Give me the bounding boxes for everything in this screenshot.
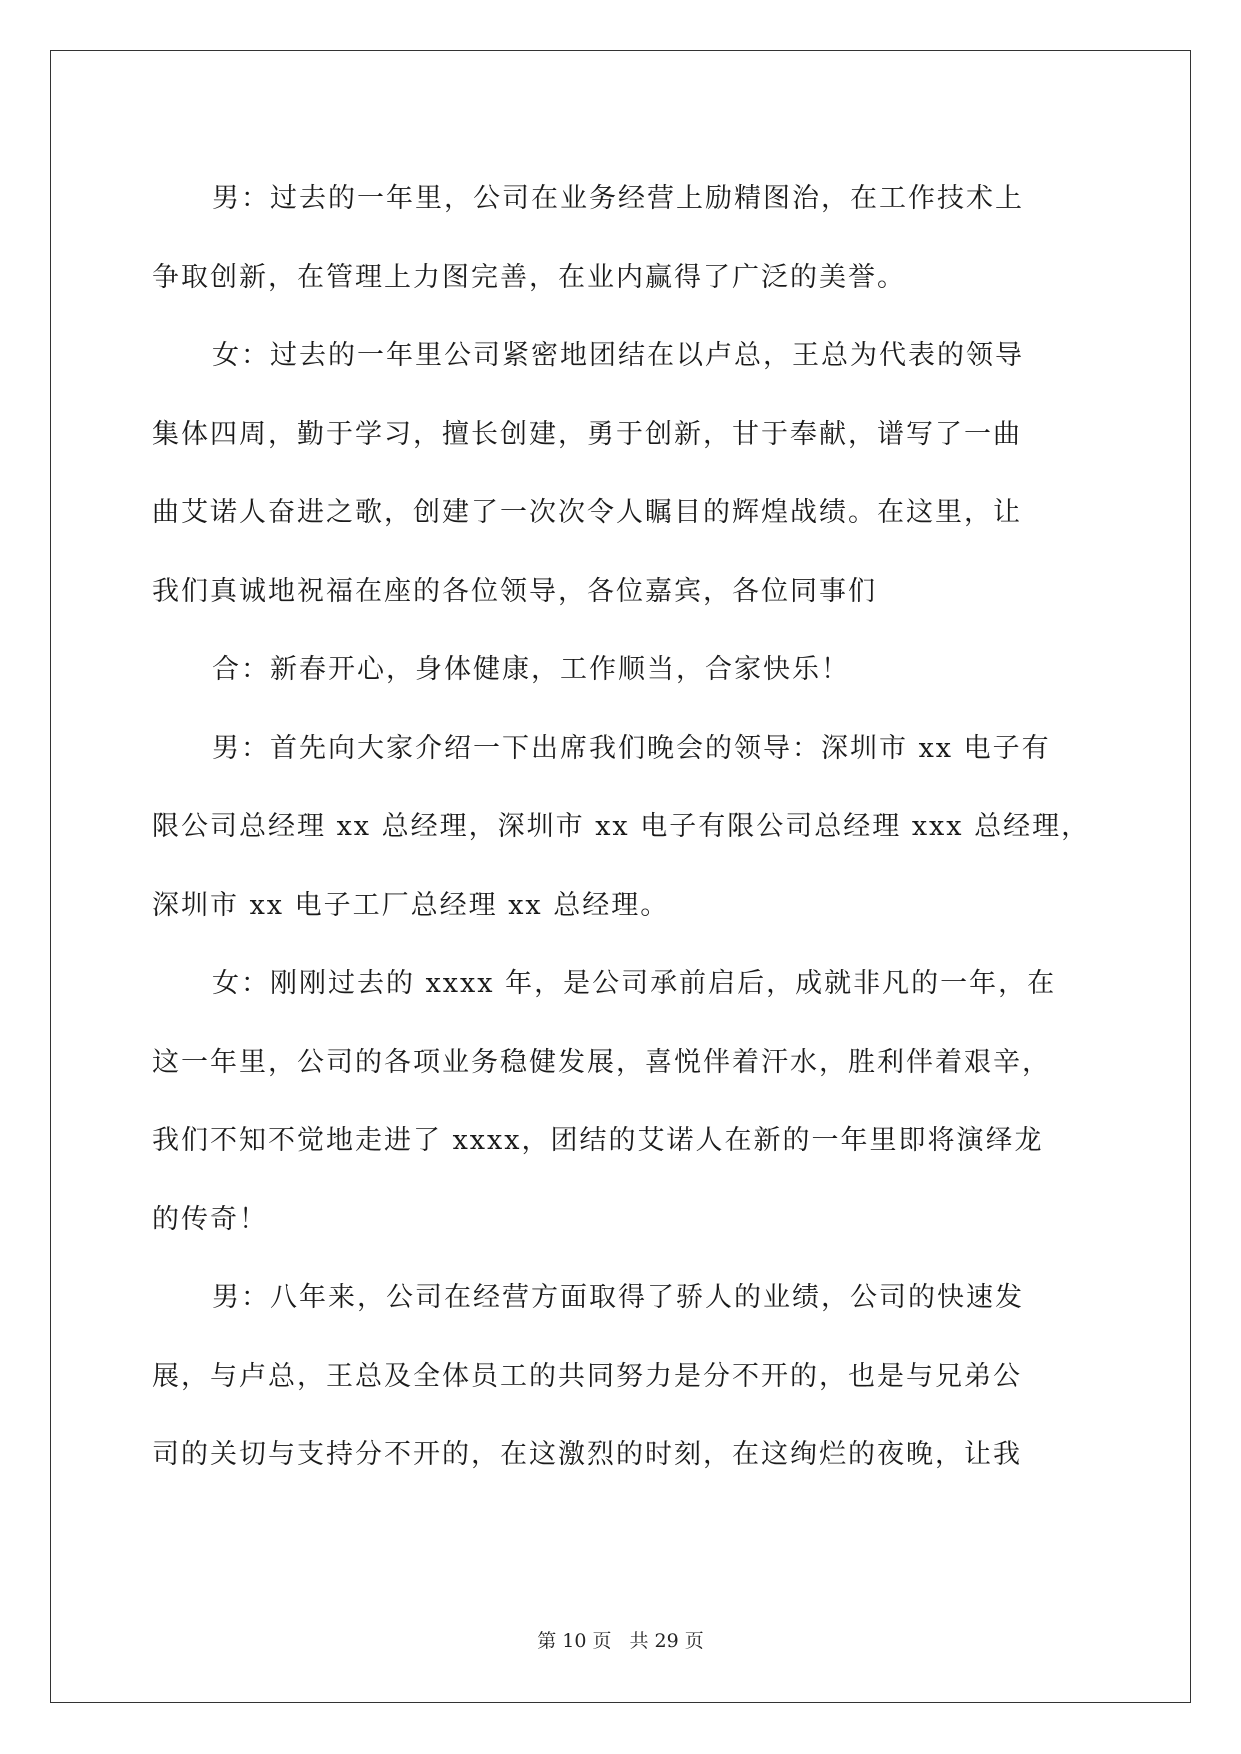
document-body [152, 160, 1090, 1495]
page-footer [0, 1626, 1241, 1653]
text-line: 的传奇！ [152, 1203, 268, 1235]
text-line: 深圳市 xx 电子工厂总经理 xx 总经理。 [152, 889, 670, 921]
text-line: 我们真诚地祝福在座的各位领导，各位嘉宾，各位同事们 [152, 575, 877, 607]
text-line: 限公司总经理 xx 总经理，深圳市 xx 电子有限公司总经理 xxx 总经理， [152, 811, 1091, 842]
text-line: 曲艾诺人奋进之歌，创建了一次次令人瞩目的辉煌战绩。在这里，让 [152, 497, 1022, 528]
text-lines [152, 160, 1090, 1495]
text-line: 女：过去的一年里公司紧密地团结在以卢总，王总为代表的领导 [212, 340, 1024, 371]
text-line: 男：八年来，公司在经营方面取得了骄人的业绩，公司的快速发 [212, 1282, 1024, 1313]
text-line: 这一年里，公司的各项业务稳健发展，喜悦伴着汗水，胜利伴着艰辛， [152, 1046, 1051, 1078]
text-line: 我们不知不觉地走进了 xxxx，团结的艾诺人在新的一年里即将演绎龙 [152, 1125, 1044, 1156]
page-number: 第 10 页 [537, 1630, 612, 1652]
text-line: 男：过去的一年里，公司在业务经营上励精图治，在工作技术上 [212, 183, 1024, 214]
text-line: 集体四周，勤于学习，擅长创建，勇于创新，甘于奉献，谱写了一曲 [152, 418, 1022, 450]
text-line: 司的关切与支持分不开的，在这激烈的时刻，在这绚烂的夜晚，让我 [152, 1439, 1022, 1470]
text-line: 女：刚刚过去的 xxxx 年，是公司承前启后，成就非凡的一年，在 [212, 968, 1057, 999]
text-line: 男：首先向大家介绍一下出席我们晚会的领导：深圳市 xx 电子有 [212, 732, 1051, 764]
text-line: 合：新春开心，身体健康，工作顺当，合家快乐！ [212, 654, 850, 685]
text-line: 展，与卢总，王总及全体员工的共同努力是分不开的，也是与兄弟公 [152, 1360, 1022, 1392]
text-line: 争取创新，在管理上力图完善，在业内赢得了广泛的美誉。 [152, 261, 906, 293]
page-total: 共 29 页 [629, 1630, 704, 1652]
